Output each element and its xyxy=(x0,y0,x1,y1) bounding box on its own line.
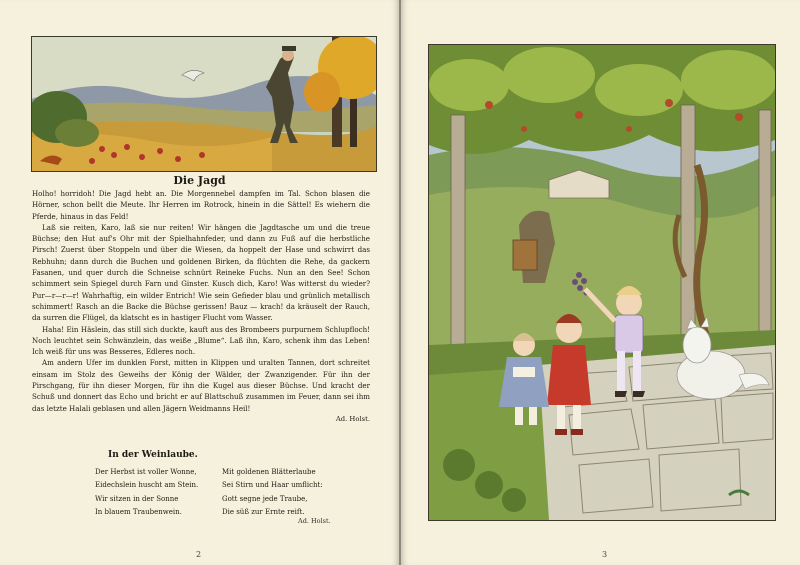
poem-line: Wir sitzen in der Sonne xyxy=(95,494,179,503)
poem-line: In blauem Traubenwein. xyxy=(95,508,182,517)
author-signature: Ad. Holst. xyxy=(335,414,370,423)
page-number: 3 xyxy=(602,550,608,559)
left-page xyxy=(0,0,399,565)
poem-line: Mit goldenen Blätterlaube xyxy=(222,468,316,476)
paragraph: Am andern Ufer im dunklen Forst, mitten in Klippen und uralten Tannen, dort schreitet einsam im Stolz des Geweihs der König der Wälder, der Zwanzigender. Für ihn der Pirschgang, für ihn dieser Morgen, für ihn die Kugel aus dieser Büchse. Und kracht der Schuß und donnert das Echo und bricht er auf Blattschuß zusammen im Feuer, dann sei ihm das letzte Halali geblasen und allen Jägern Weidmanns Heil! xyxy=(32,358,370,413)
hunting-illustration xyxy=(31,36,377,172)
prose-text xyxy=(32,188,370,425)
poem-line: Gott segne jede Traube, xyxy=(222,494,308,503)
paragraph: Haha! Ein Häslein, das still sich duckte, kauft aus des Brombeers purpurnem Schlupfloch! Noch leuchtet sein Schwänzlein, das weiße „Blume“. Laß ihn, Karo, schenk ihm das Leben! Ich weiß für uns was Besseres, Edleres noch. xyxy=(32,324,370,357)
paragraph: Holho! horridoh! Die Jagd hebt an. Die Morgennebel dampfen im Tal. Schon blasen die Hörner, schon bellt die Meute. Ihr Herren im Rotrock, hinein in die Sättel! Es wiehern die Pferde, hinaus in das Feld! xyxy=(32,189,370,221)
vineyard-illustration xyxy=(428,44,776,521)
poem-title: In der Weinlaube. xyxy=(108,450,198,460)
poem-line: Der Herbst ist voller Wonne, xyxy=(95,468,197,476)
paragraph: Laß sie reiten, Karo, laß sie nur reiten! Wir hängen die Jagdtasche um und die treue Büchse; den Hut auf's Ohr mit der Spielhahnfeder, und dann zu Fuß auf die herbstliche Pirsch! Zuerst über Stoppeln und über die Wiesen, da hoppelt der Hase und schwirrt das Rebhuhn; dann durch die Buchen und goldenen Birken, da flüchten die Rehe, da gackern Fasanen, und quer durch die Schneise schnürt Reineke Fuchs. Nun an den See! Schon schimmert sein Spiegel durch Farn und Ginster. Kusch dich, Karo! Was witterst du wieder? Pur—r—r—r! Wahrhaftig, ein wilder Entrich! Wie sein Gefieder blau und grünlich metallisch schimmert! Rasch an die Backe die Büchse gerissen! Bauz — krach! da kräuselt der Rauch, da surren die Flügel, da klatscht es in hastiger Flucht vom Wasser. xyxy=(32,222,370,323)
poem-column-right xyxy=(222,466,352,520)
poem-line: Eidechslein huscht am Stein. xyxy=(95,481,199,490)
poem-line: Sei Stirn und Haar umflicht: xyxy=(222,481,323,490)
chapter-title: Die Jagd xyxy=(173,174,226,187)
poem-signature: Ad. Holst. xyxy=(298,517,331,525)
poem-line: Die süß zur Ernte reift. xyxy=(222,508,305,517)
poem-column-left xyxy=(95,466,215,520)
page-number: 2 xyxy=(196,550,202,559)
